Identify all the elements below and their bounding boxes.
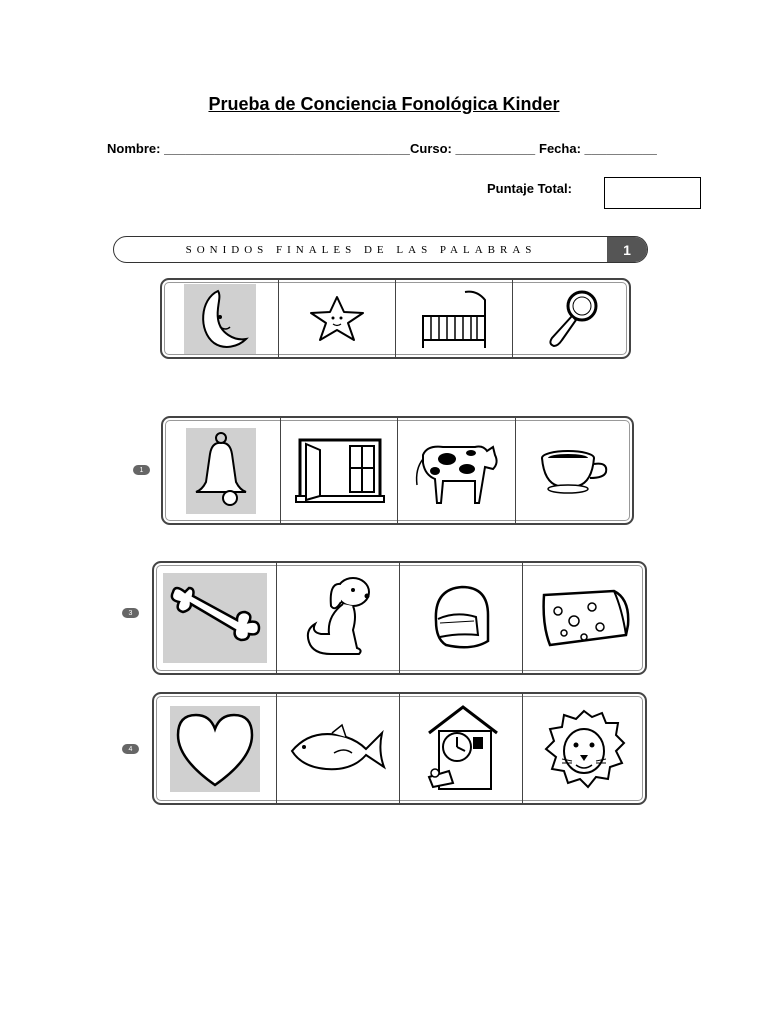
picture-cell[interactable]: [277, 563, 400, 673]
picture-cell[interactable]: [523, 694, 645, 803]
cow-icon: [409, 433, 503, 509]
exercise-row-1: [161, 416, 634, 525]
score-box[interactable]: [604, 177, 701, 209]
picture-cell[interactable]: [396, 280, 513, 357]
name-field[interactable]: [107, 141, 410, 156]
dog-icon: [297, 572, 379, 664]
example-row: [160, 278, 631, 359]
date-line[interactable]: __________: [584, 141, 657, 156]
course-label: Curso:: [410, 141, 452, 156]
date-label: Fecha:: [539, 141, 581, 156]
picture-cell[interactable]: [279, 280, 396, 357]
picture-cell[interactable]: [154, 563, 277, 673]
picture-cell[interactable]: [513, 280, 629, 357]
picture-cell[interactable]: [523, 563, 645, 673]
magnifier-icon: [538, 286, 604, 352]
course-line[interactable]: ___________: [455, 141, 536, 156]
picture-cell[interactable]: [398, 418, 516, 523]
cheese-icon: [534, 585, 634, 651]
picture-cell[interactable]: [162, 280, 279, 357]
cup-icon: [536, 446, 612, 496]
picture-cell[interactable]: [400, 694, 523, 803]
picture-cell[interactable]: [516, 418, 633, 523]
fish-icon: [286, 721, 390, 777]
section-title: SONIDOS FINALES DE LAS PALABRAS: [185, 243, 537, 256]
heart-icon: [172, 709, 258, 789]
row-number-badge: 3: [122, 608, 139, 618]
picture-cell[interactable]: [163, 418, 281, 523]
moon-icon: [190, 287, 250, 351]
star-icon: [305, 294, 369, 344]
row-number-badge: 1: [133, 465, 150, 475]
exercise-row-3: [152, 561, 647, 675]
picture-cell[interactable]: [400, 563, 523, 673]
cuckoo-clock-icon: [419, 703, 503, 795]
picture-cell[interactable]: [281, 418, 399, 523]
window-icon: [292, 436, 386, 506]
bone-icon: [165, 578, 265, 658]
exercise-row-4: [152, 692, 647, 805]
date-field[interactable]: [539, 141, 657, 156]
picture-cell[interactable]: [277, 694, 400, 803]
page-title: Prueba de Conciencia Fonológica Kinder: [208, 94, 560, 114]
picture-cell[interactable]: [154, 694, 277, 803]
section-number: 1: [607, 237, 647, 262]
helmet-icon: [426, 581, 496, 655]
lion-icon: [542, 707, 626, 791]
name-line[interactable]: __________________________________: [164, 141, 410, 156]
course-field[interactable]: [410, 141, 535, 156]
crib-icon: [415, 286, 493, 352]
name-label: Nombre:: [107, 141, 161, 156]
row-number-badge: 4: [122, 744, 139, 754]
section-header: [113, 236, 648, 263]
bell-icon: [190, 430, 252, 512]
score-label: Puntaje Total:: [487, 181, 572, 196]
